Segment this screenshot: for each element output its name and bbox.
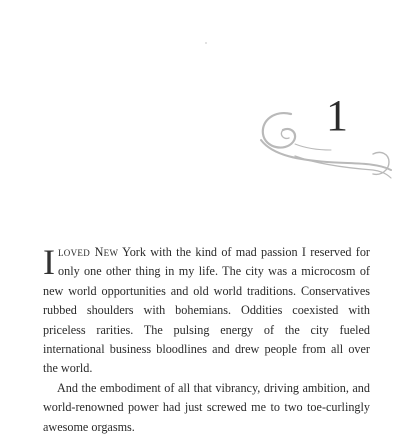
- paragraph-1: [43, 243, 370, 379]
- opening-small-caps: loved New: [58, 245, 119, 259]
- paragraph-2: And the embodiment of all that vibrancy, driving ambition, and world-renowned power had just screwed me to two toe-curlingly awesome orgasms.: [43, 380, 370, 434]
- paper-speck: [205, 42, 207, 44]
- chapter-body-text: [43, 243, 370, 437]
- drop-cap: I: [43, 242, 55, 282]
- paragraph-1-text: York with the kind of mad passion I reserved for only one other thing in my life. The city was a microcosm of new world opportunities and old world traditions. Conservatives rubbed shoulders with bohemians. Oddities coexisted with priceless rarities. The pulsing energy of the city fueled international business bloodlines and drew people from all over the world.: [43, 245, 370, 376]
- chapter-number: 1: [326, 91, 348, 140]
- chapter-flourish-ornament: [255, 98, 395, 184]
